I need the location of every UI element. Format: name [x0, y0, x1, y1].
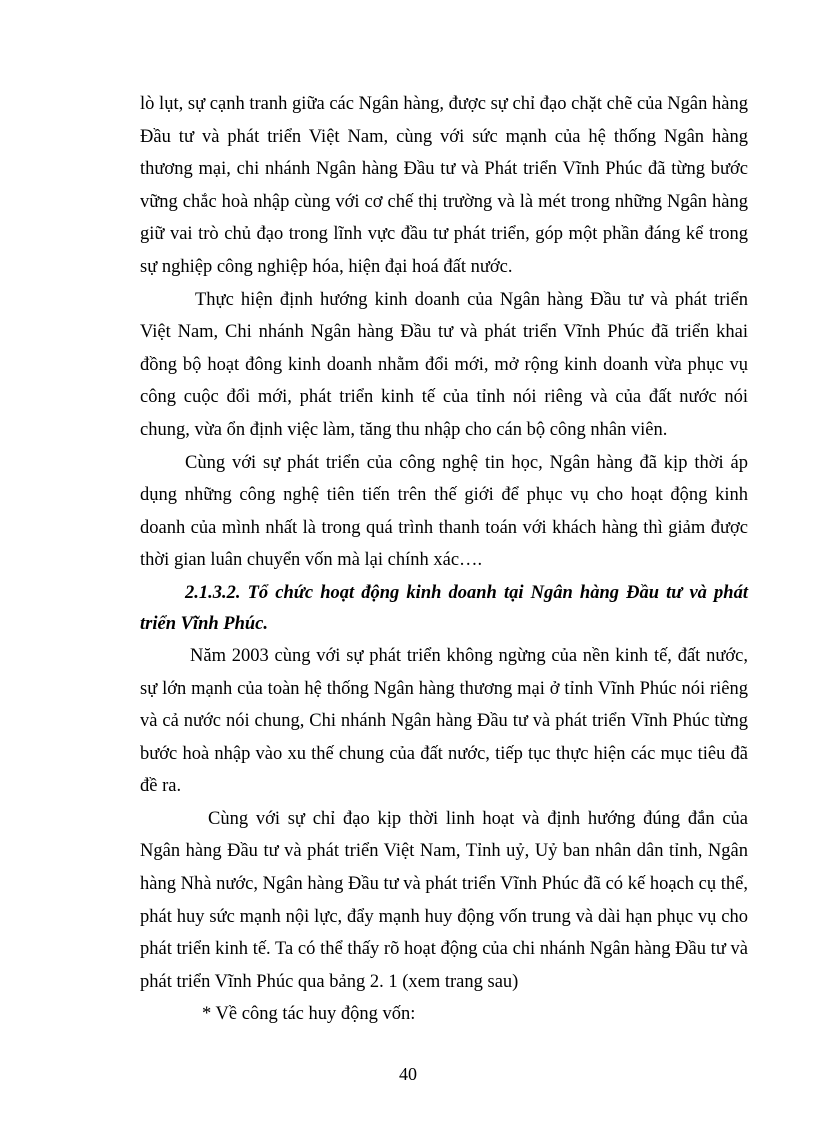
paragraph-5: Cùng với sự chỉ đạo kịp thời linh hoạt và định hướng đúng đắn của Ngân hàng Đầu tư và phát triển Việt Nam, Tỉnh uỷ, Uỷ ban nhân dân tỉnh, Ngân hàng Nhà nước, Ngân hàng Đầu tư và phát triển Vĩnh Phúc đã có kế hoạch cụ thể, phát huy sức mạnh nội lực, đẩy mạnh huy động vốn trung và dài hạn phục vụ cho phát triển kinh tế. Ta có thể thấy rõ hoạt động của chi nhánh Ngân hàng Đầu tư và phát triển Vĩnh Phúc qua bảng 2. 1 (xem trang sau) [140, 808, 748, 992]
body-text [140, 88, 748, 1031]
paragraph-3: Cùng với sự phát triển của công nghệ tin học, Ngân hàng đã kịp thời áp dụng những công nghệ tiên tiến trên thế giới để phục vụ cho hoạt động kinh doanh của mình nhất là trong quá trình thanh toán với khách hàng thì giảm được thời gian luân chuyển vốn mà lại chính xác…. [140, 452, 748, 571]
page-number: 40 [399, 1064, 417, 1084]
section-heading: 2.1.3.2. Tổ chức hoạt động kinh doanh tại Ngân hàng Đầu tư và phát triển Vĩnh Phúc. [140, 582, 748, 634]
paragraph-4: Năm 2003 cùng với sự phát triển không ngừng của nền kinh tế, đất nước, sự lớn mạnh của toàn hệ thống Ngân hàng thương mại ở tỉnh Vĩnh Phúc nói riêng và cả nước nói chung, Chi nhánh Ngân hàng Đầu tư và phát triển Vĩnh Phúc từng bước hoà nhập vào xu thế chung của đất nước, tiếp tục thực hiện các mục tiêu đã đề ra. [140, 645, 748, 797]
paragraph-2: Thực hiện định hướng kinh doanh của Ngân hàng Đầu tư và phát triển Việt Nam, Chi nhánh Ngân hàng Đầu tư và phát triển Vĩnh Phúc đã triển khai đồng bộ hoạt đông kinh doanh nhằm đổi mới, mở rộng kinh doanh vừa phục vụ công cuộc đổi mới, phát triển kinh tế của tỉnh nói riêng và của đất nước nói chung, vừa ổn định việc làm, tăng thu nhập cho cán bộ công nhân viên. [140, 289, 748, 440]
paragraph-1: lò lụt, sự cạnh tranh giữa các Ngân hàng, được sự chỉ đạo chặt chẽ của Ngân hàng Đầu tư và phát triển Việt Nam, cùng với sức mạnh của hệ thống Ngân hàng thương mại, chi nhánh Ngân hàng Đầu tư và Phát triển Vĩnh Phúc đã từng bước vững chắc hoà nhập cùng với cơ chế thị trường và là mét trong những Ngân hàng giữ vai trò chủ đạo trong lĩnh vực đầu tư phát triển, góp một phần đáng kể trong sự nghiệp công nghiệp hóa, hiện đại hoá đất nước. [140, 94, 748, 277]
bullet-item: * Về công tác huy động vốn: [202, 1004, 416, 1025]
